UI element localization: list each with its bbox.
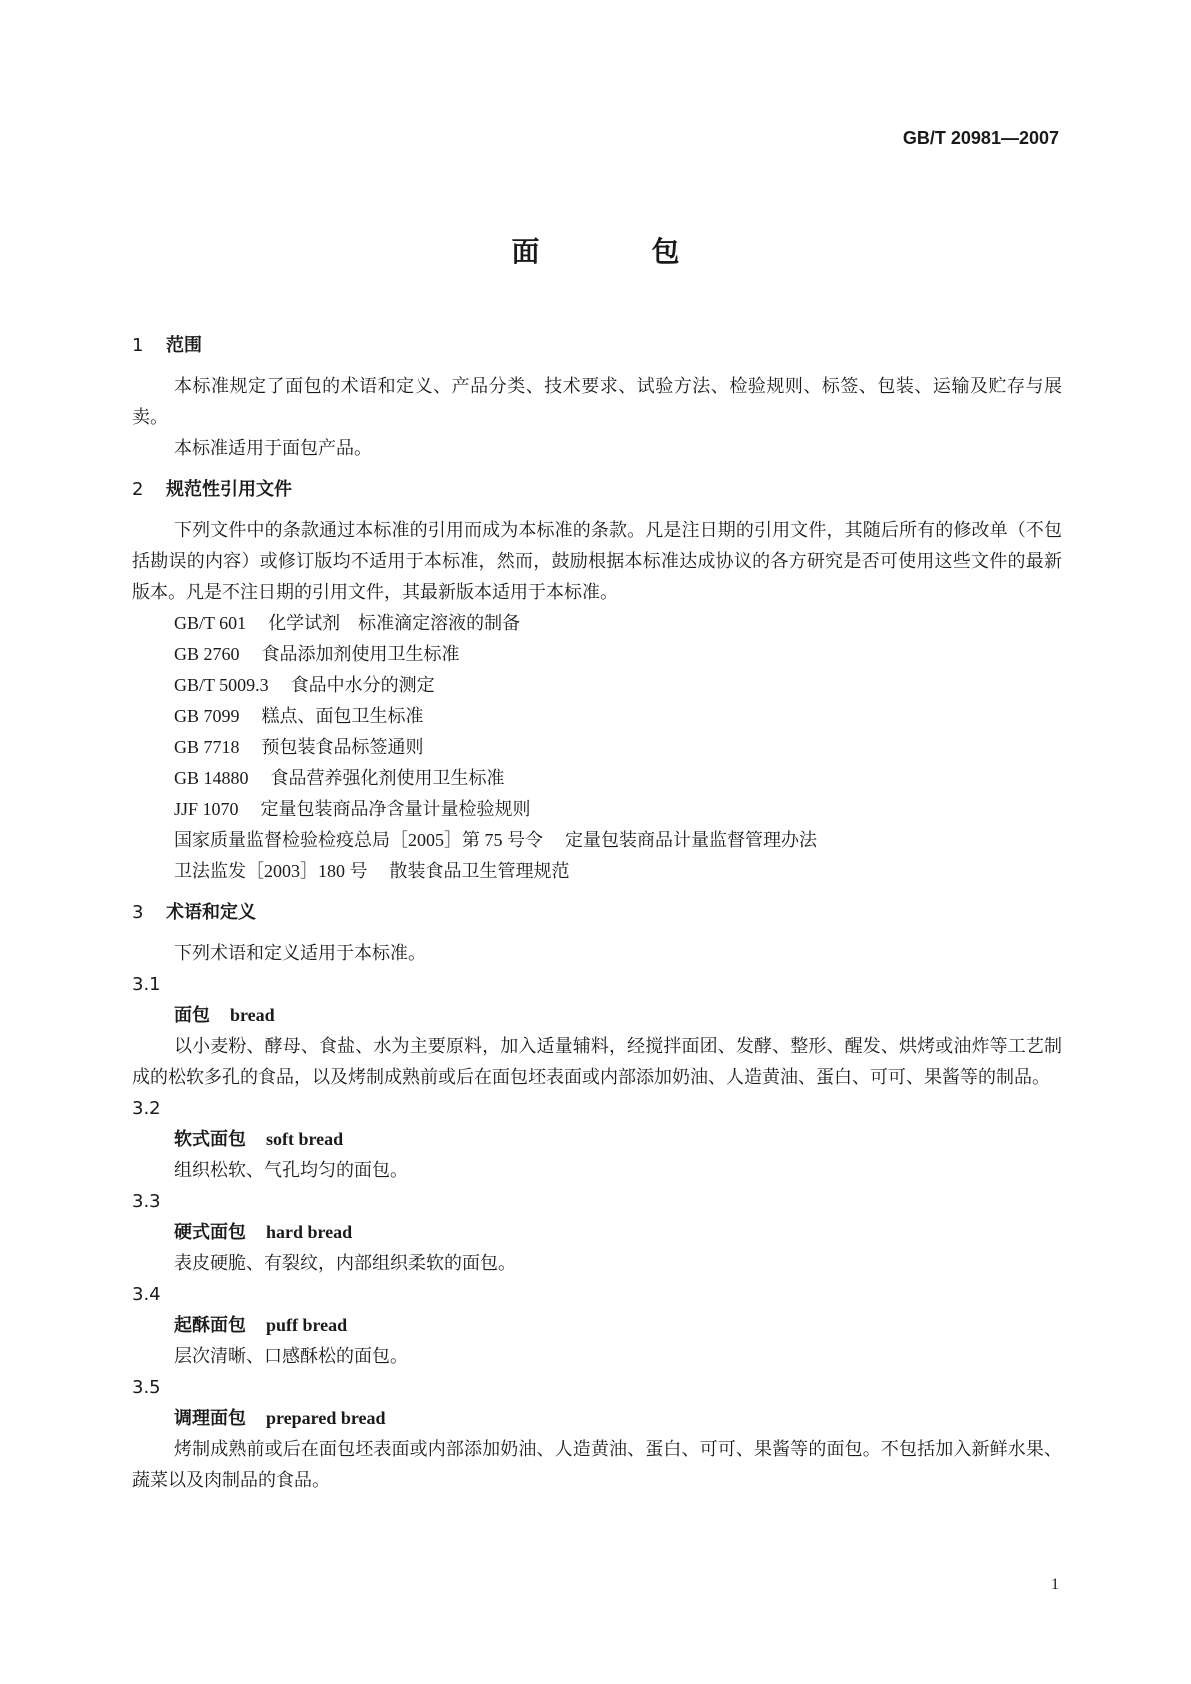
standard-code: GB/T 20981—2007 [902, 128, 1059, 148]
term-heading [132, 1000, 1062, 1031]
reference-title: 化学试剂 标准滴定溶液的制备 [268, 613, 521, 634]
paragraph: 本标准适用于面包产品。 [174, 438, 372, 459]
section-title: 术语和定义 [166, 902, 256, 923]
reference-item [132, 639, 1062, 670]
term-definition: 表皮硬脆、有裂纹，内部组织柔软的面包。 [174, 1253, 516, 1274]
reference-title: 散装食品卫生管理规范 [389, 861, 570, 882]
reference-code: GB 2760 [174, 644, 240, 664]
reference-item [132, 825, 1062, 856]
term-en: prepared bread [266, 1408, 386, 1428]
reference-code: 国家质量监督检验检疫总局［2005］第 75 号令 [174, 830, 543, 850]
reference-item [132, 608, 1062, 639]
section-heading [132, 897, 1062, 928]
term-zh: 起酥面包 [174, 1315, 246, 1336]
term-definition: 烤制成熟前或后在面包坯表面或内部添加奶油、人造黄油、蛋白、可可、果酱等的面包。不包括加入新鲜水果、蔬菜以及肉制品的食品。 [132, 1439, 1062, 1491]
reference-code: GB 7718 [174, 737, 240, 757]
reference-item [132, 794, 1062, 825]
term-en: puff bread [266, 1315, 348, 1335]
reference-item [132, 701, 1062, 732]
term-en: hard bread [266, 1222, 353, 1242]
reference-title: 定量包装商品计量监督管理办法 [565, 830, 817, 851]
section-heading [132, 330, 1062, 361]
reference-item [132, 732, 1062, 763]
paragraph: 下列文件中的条款通过本标准的引用而成为本标准的条款。凡是注日期的引用文件，其随后所有的修改单（不包括勘误的内容）或修订版均不适用于本标准，然而，鼓励根据本标准达成协议的各方研究是否可使用这些文件的最新版本。凡是不注日期的引用文件，其最新版本适用于本标准。 [132, 520, 1062, 603]
reference-item [132, 856, 1062, 887]
reference-code: GB 7099 [174, 706, 240, 726]
clause-number: 3.1 [132, 974, 161, 995]
section-title: 规范性引用文件 [166, 479, 292, 500]
term-definition: 层次清晰、口感酥松的面包。 [174, 1346, 408, 1367]
reference-item [132, 670, 1062, 701]
term-zh: 硬式面包 [174, 1222, 246, 1243]
document-title: 面 包 [511, 235, 722, 268]
section-number: 2 [132, 479, 144, 500]
reference-title: 食品添加剂使用卫生标准 [261, 644, 460, 665]
term-heading [132, 1217, 1062, 1248]
term-zh: 面包 [174, 1005, 210, 1026]
term-zh: 软式面包 [174, 1129, 246, 1150]
term-heading [132, 1124, 1062, 1155]
reference-item [132, 763, 1062, 794]
reference-title: 食品营养强化剂使用卫生标准 [270, 768, 505, 789]
term-definition: 组织松软、气孔均匀的面包。 [174, 1160, 408, 1181]
term-en: soft bread [266, 1129, 344, 1149]
paragraph: 下列术语和定义适用于本标准。 [174, 943, 426, 964]
reference-code: GB/T 5009.3 [174, 675, 269, 695]
reference-title: 糕点、面包卫生标准 [261, 706, 424, 727]
clause-number: 3.4 [132, 1284, 161, 1305]
term-zh: 调理面包 [174, 1408, 246, 1429]
section-title: 范围 [166, 335, 202, 356]
term-heading [132, 1310, 1062, 1341]
clause-number: 3.3 [132, 1191, 161, 1212]
section-number: 3 [132, 902, 144, 923]
document-body [132, 330, 1062, 1496]
term-heading [132, 1403, 1062, 1434]
term-definition: 以小麦粉、酵母、食盐、水为主要原料，加入适量辅料，经搅拌面团、发酵、整形、醒发、烘烤或油炸等工艺制成的松软多孔的食品，以及烤制成熟前或后在面包坯表面或内部添加奶油、人造黄油、蛋白、可可、果酱等的制品。 [132, 1036, 1062, 1088]
section-number: 1 [132, 335, 144, 356]
clause-number: 3.5 [132, 1377, 161, 1398]
reference-title: 定量包装商品净含量计量检验规则 [260, 799, 531, 820]
section-heading [132, 474, 1062, 505]
clause-number: 3.2 [132, 1098, 161, 1119]
reference-title: 预包装食品标签通则 [261, 737, 424, 758]
reference-code: 卫法监发［2003］180 号 [174, 861, 368, 881]
reference-title: 食品中水分的测定 [290, 675, 435, 696]
paragraph: 本标准规定了面包的术语和定义、产品分类、技术要求、试验方法、检验规则、标签、包装、运输及贮存与展卖。 [132, 376, 1062, 428]
term-en: bread [230, 1005, 275, 1025]
reference-code: JJF 1070 [174, 799, 239, 819]
reference-code: GB/T 601 [174, 613, 247, 633]
page-number: 1 [1051, 1576, 1059, 1593]
reference-code: GB 14880 [174, 768, 249, 788]
